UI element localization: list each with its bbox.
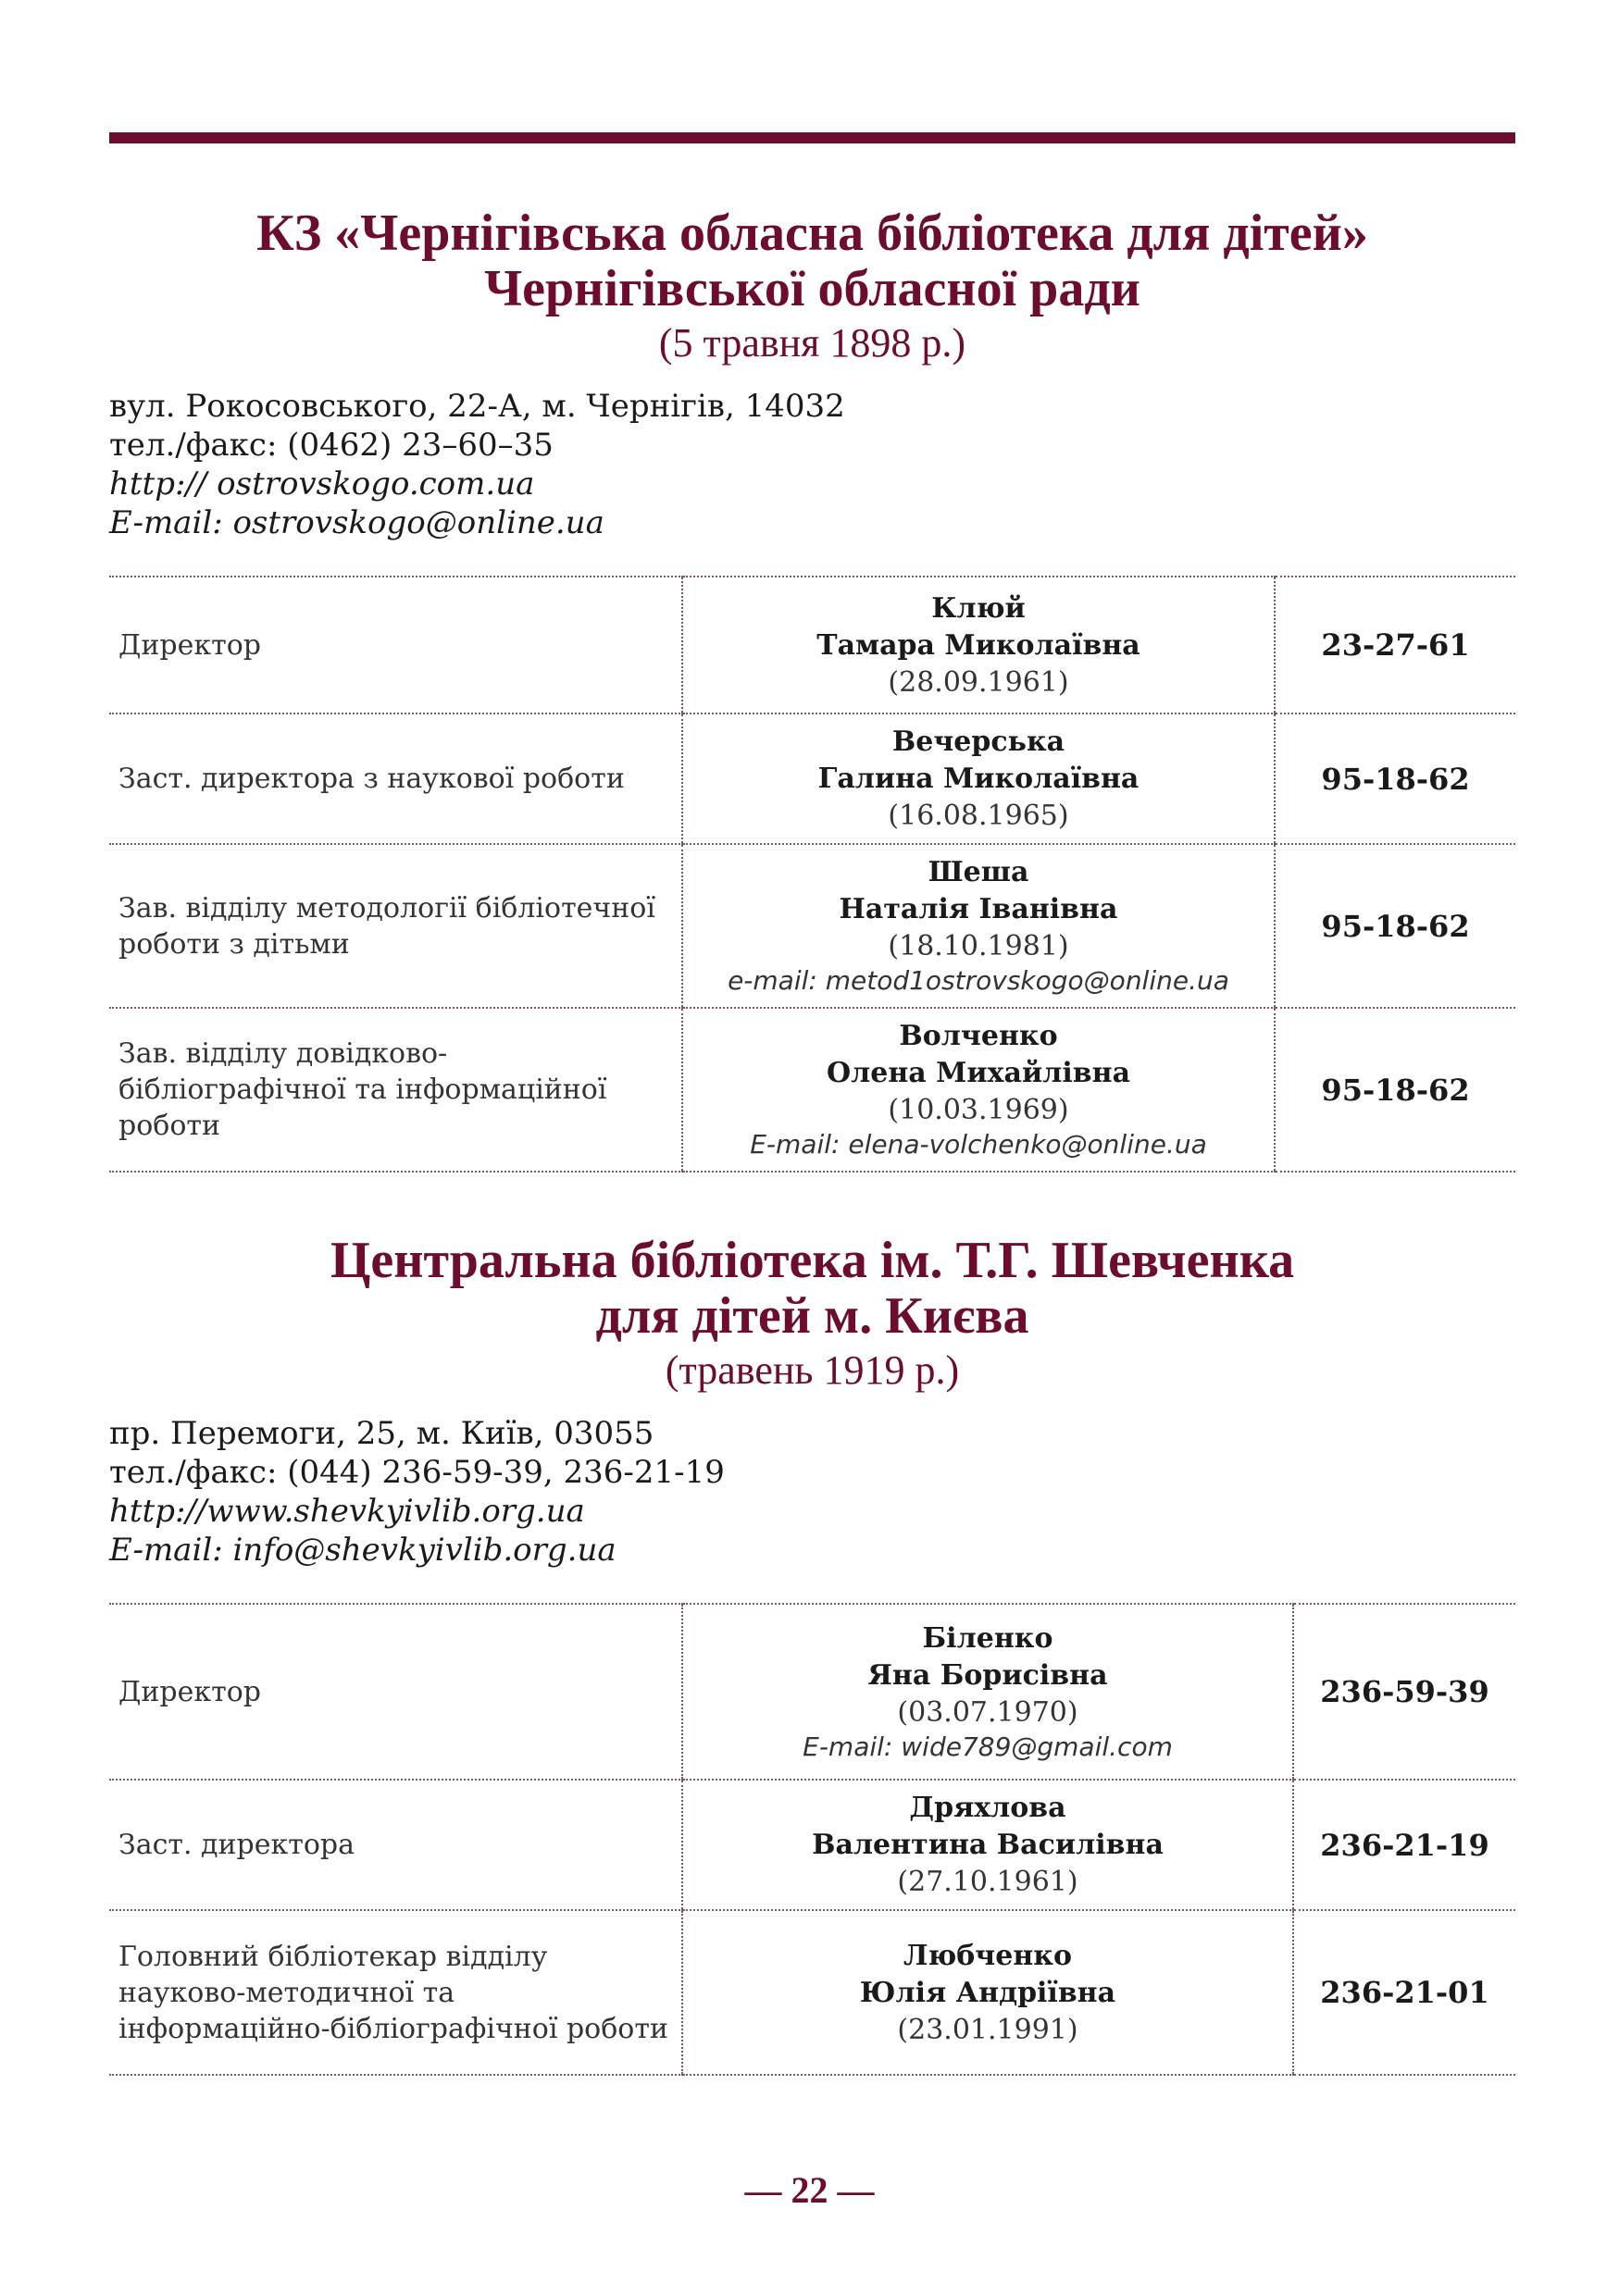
- birth-date: (03.07.1970): [897, 1695, 1078, 1729]
- phone-number: 236-21-19: [1293, 1780, 1515, 1910]
- table-row: [109, 844, 1515, 1008]
- phone-number: 95-18-62: [1275, 844, 1515, 1008]
- person: [682, 1780, 1293, 1910]
- library-title-line1: Центральна бібліотека ім. Т.Г. Шевченка: [330, 1232, 1295, 1289]
- email-link[interactable]: E-mail: ostrovskogo@online.ua: [109, 504, 604, 541]
- full-name: Юлія Андріївна: [859, 1976, 1116, 2009]
- position: Зав. відділу довідково-бібліографічної та інформаційної роботи: [109, 1008, 682, 1172]
- table-row: [109, 1008, 1515, 1172]
- position: Директор: [109, 577, 682, 714]
- person: [682, 1604, 1293, 1780]
- full-name: Валентина Василівна: [812, 1829, 1164, 1861]
- table-row: [109, 1604, 1515, 1780]
- phone-number: 236-59-39: [1293, 1604, 1515, 1780]
- surname: Волченко: [899, 1020, 1058, 1052]
- library-section-kyiv: [109, 1233, 1515, 2076]
- surname: Вечерська: [891, 726, 1065, 758]
- birth-date: (23.01.1991): [897, 2013, 1078, 2046]
- website-link[interactable]: http:// ostrovskogo.com.ua: [109, 465, 535, 503]
- email-link[interactable]: E-mail: info@shevkyivlib.org.ua: [109, 1532, 616, 1569]
- library-title-line1: КЗ «Чернігівська обласна бібліотека для дітей»: [256, 205, 1368, 262]
- table-row: [109, 714, 1515, 844]
- position: Заст. директора з наукової роботи: [109, 714, 682, 844]
- full-name: Наталія Іванівна: [839, 893, 1118, 925]
- position: Головний бібліотекар відділу науково-методичної та інформаційно-бібліографічної роботи: [109, 1910, 682, 2075]
- founded-date: (5 травня 1898 р.): [658, 320, 966, 366]
- surname: Любченко: [903, 1939, 1072, 1972]
- library-title-line2: Чернігівської обласної ради: [484, 260, 1140, 317]
- website-link[interactable]: http://www.shevkyivlib.org.ua: [109, 1493, 585, 1530]
- phone-fax: тел./факс: (0462) 23–60–35: [109, 427, 554, 464]
- phone-number: 23-27-61: [1275, 577, 1515, 714]
- birth-date: (28.09.1961): [888, 665, 1069, 699]
- table-row: [109, 1780, 1515, 1910]
- contacts-block: [109, 387, 1515, 542]
- position: Заст. директора: [109, 1780, 682, 1910]
- surname: Шеша: [928, 856, 1029, 888]
- top-rule: [109, 132, 1515, 143]
- table-row: [109, 577, 1515, 714]
- person: [682, 1910, 1293, 2075]
- staff-table: [109, 1603, 1515, 2076]
- birth-date: (18.10.1981): [888, 930, 1069, 962]
- birth-date: (10.03.1969): [888, 1094, 1069, 1126]
- founded-date: (травень 1919 р.): [665, 1347, 960, 1393]
- phone-number: 95-18-62: [1275, 1008, 1515, 1172]
- full-name: Яна Борисівна: [867, 1658, 1108, 1692]
- email-link[interactable]: E-mail: elena-volchenko@online.ua: [750, 1129, 1207, 1160]
- contacts-block: [109, 1414, 1515, 1570]
- phone-fax: тел./факс: (044) 236-59-39, 236-21-19: [109, 1454, 725, 1491]
- surname: Клюй: [931, 591, 1026, 625]
- surname: Дряхлова: [909, 1792, 1066, 1824]
- library-section-chernihiv: [109, 205, 1515, 1173]
- address: вул. Рокосовського, 22-А, м. Чернігів, 14032: [109, 388, 845, 425]
- person: [682, 1008, 1275, 1172]
- surname: Біленко: [922, 1621, 1053, 1655]
- person: [682, 844, 1275, 1008]
- person: [682, 577, 1275, 714]
- phone-number: 95-18-62: [1275, 714, 1515, 844]
- birth-date: (16.08.1965): [888, 800, 1069, 832]
- page-number: — 22 —: [744, 2169, 875, 2211]
- position: Директор: [109, 1604, 682, 1780]
- staff-table: [109, 576, 1515, 1173]
- full-name: Тамара Миколаївна: [816, 628, 1140, 662]
- birth-date: (27.10.1961): [897, 1866, 1078, 1898]
- email-link[interactable]: E-mail: wide789@gmail.com: [803, 1731, 1173, 1762]
- position: Зав. відділу методології бібліотечної роботи з дітьми: [109, 844, 682, 1008]
- phone-number: 236-21-01: [1293, 1910, 1515, 2075]
- email-link[interactable]: e-mail: metod1ostrovskogo@online.ua: [728, 965, 1229, 996]
- table-row: [109, 1910, 1515, 2075]
- full-name: Галина Миколаївна: [817, 763, 1140, 795]
- library-title-line2: для дітей м. Києва: [595, 1287, 1029, 1345]
- full-name: Олена Михайлівна: [826, 1057, 1131, 1089]
- person: [682, 714, 1275, 844]
- address: пр. Перемоги, 25, м. Київ, 03055: [109, 1415, 654, 1452]
